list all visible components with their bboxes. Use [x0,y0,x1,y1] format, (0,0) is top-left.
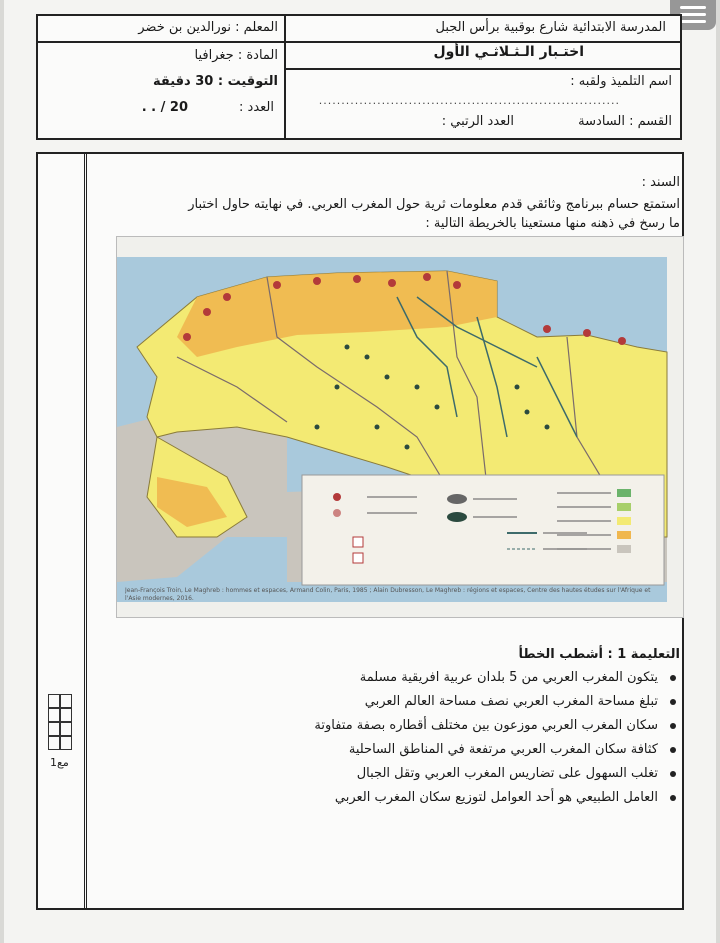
prompt-line-1: استمتع حسام ببرنامج وثائقي قدم معلومات ثرية حول المغرب العربي. في نهايته حاول اختبار [188,197,680,212]
header-teacher-section [38,16,286,138]
map-credit: Jean-François Troin, Le Maghreb : hommes et espaces, Armand Colin, Paris, 1985 ; Alain Dubresson, Le Maghreb : régions et espaces, Centre des hautes études sur l'Afrique et l'Asie modernes, 2016. [125,587,651,602]
grading-margin [38,154,87,908]
statement-item[interactable]: كثافة سكان المغرب العربي مرتفعة في المناطق الساحلية [240,738,680,762]
duration: التوقيت : 30 دقيقة [153,74,278,89]
subject: المادة : جغرافيا [194,48,278,63]
score-value: 20 / . . [141,100,188,115]
map-graphic [117,237,683,617]
statement-item[interactable]: العامل الطبيعي هو أحد العوامل لتوزيع سكان المغرب العربي [240,786,680,810]
student-name-label: اسم التلميذ ولقبه : [570,74,672,89]
exam-header [36,14,682,140]
statement-item[interactable]: تبلغ مساحة المغرب العربي نصف مساحة العالم العربي [240,690,680,714]
class-label: القسم : السادسة [578,114,672,129]
maghreb-map [116,236,684,618]
school-name: المدرسة الابتدائية شارع بوقبية برأس الجبل [435,20,666,35]
map-legend [302,475,664,585]
statement-item[interactable]: سكان المغرب العربي موزعون بين مختلف أقطاره بصفة متفاوتة [240,714,680,738]
student-name-dots[interactable]: ................................................................... [318,94,620,107]
score-label: العدد : [239,100,274,115]
grade-criterion-label: مع1 [50,756,69,769]
header-school-section [286,16,680,138]
instruction: التعليمة 1 : أشطب الخطأ [518,647,680,662]
statement-item[interactable]: يتكون المغرب العربي من 5 بلدان عربية افريقية مسلمة [240,666,680,690]
rank-number-label: العدد الرتبي : [441,114,514,129]
statements-list [240,666,680,810]
prompt-line-2: ما رسخ في ذهنه منها مستعينا بالخريطة التالية : [425,216,680,231]
teacher-name: المعلم : نورالدين بن خضر [138,20,278,35]
statement-item[interactable]: تغلب السهول على تضاريس المغرب العربي وتقل الجبال [240,762,680,786]
prompt-label: السند : [641,175,680,190]
grade-grid [48,694,74,754]
exam-title: اختـبار الـثـلاثـي الأول [433,44,584,60]
